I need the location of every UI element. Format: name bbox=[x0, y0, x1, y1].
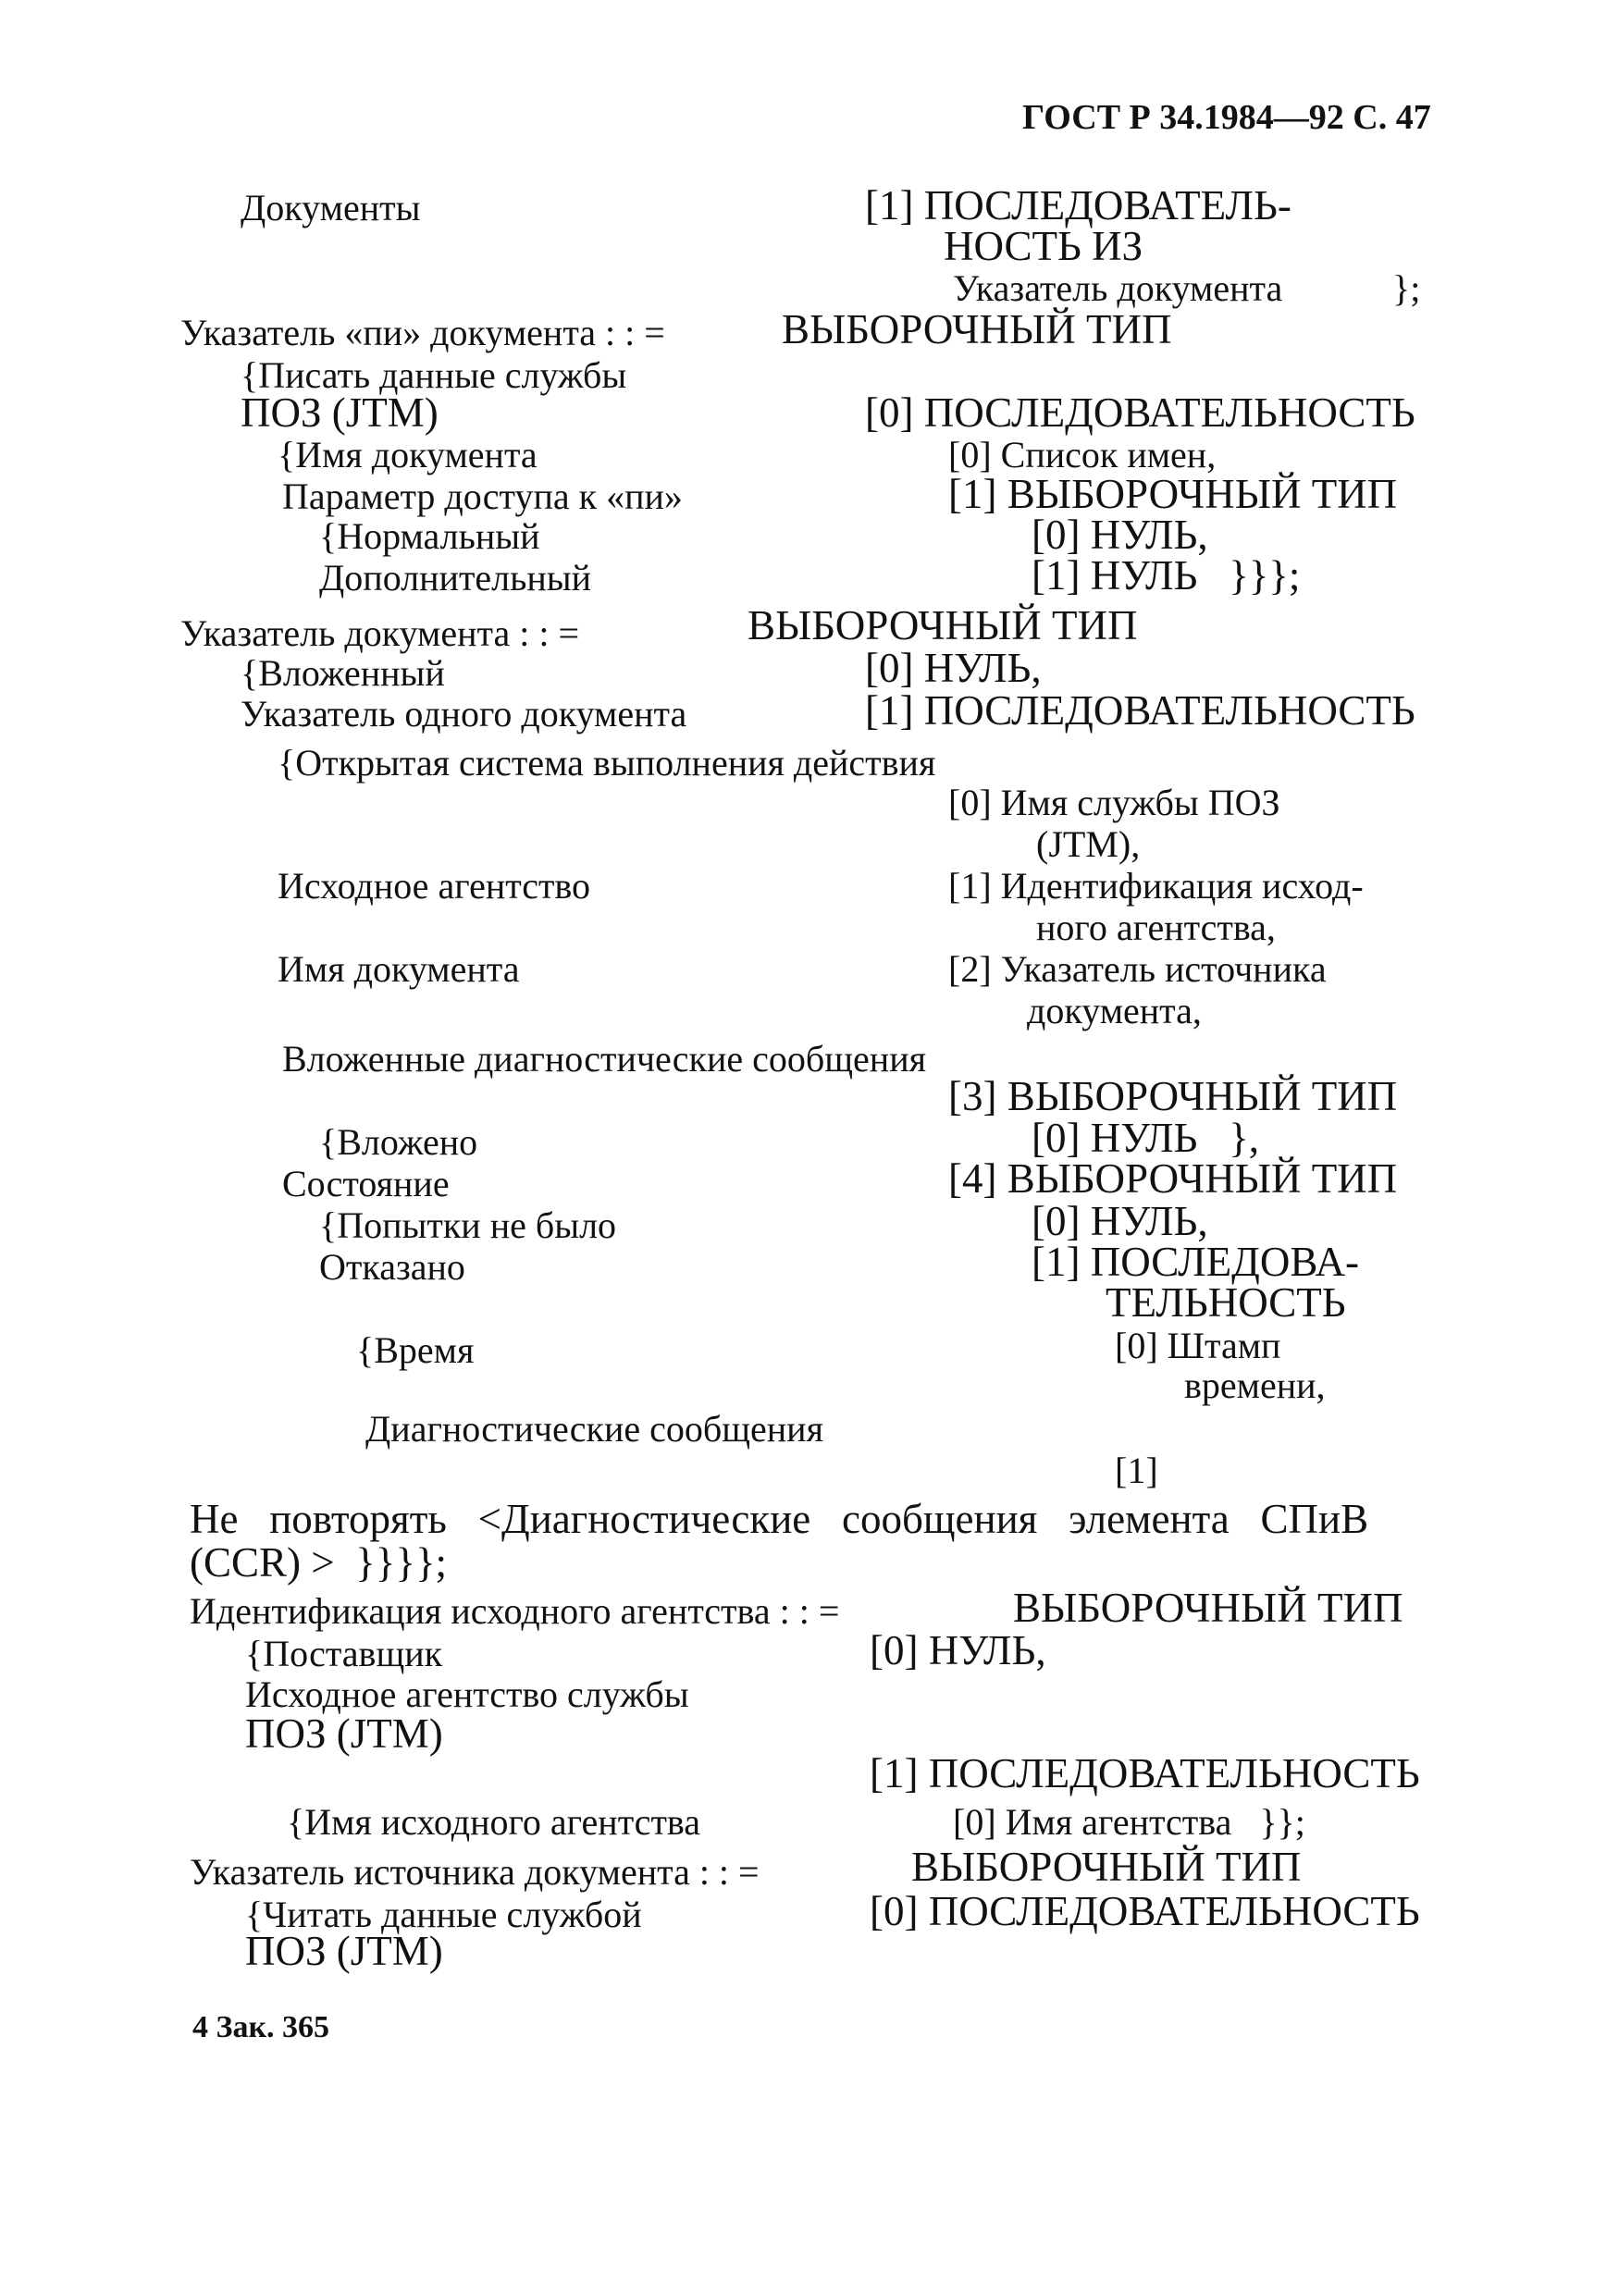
text-line: {Писать данные службы bbox=[241, 354, 627, 396]
text-line: [0] Список имен, bbox=[948, 434, 1217, 475]
page-footer: 4 Зак. 365 bbox=[192, 2010, 330, 2044]
text-line: НОСТЬ ИЗ bbox=[944, 223, 1143, 269]
text-line: [1] ВЫБОРОЧНЫЙ ТИП bbox=[948, 471, 1398, 517]
text-line: {Вложенный bbox=[241, 652, 445, 694]
text-line: Исходное агентство bbox=[278, 865, 591, 907]
text-line: [0] Имя службы ПОЗ bbox=[948, 782, 1280, 823]
text-line: (CCR) > }}}}; bbox=[190, 1539, 448, 1586]
text-line: времени, bbox=[1184, 1364, 1326, 1406]
text-line: {Поставщик bbox=[245, 1633, 443, 1674]
text-line: [1] НУЛЬ }}}; bbox=[1032, 552, 1301, 599]
text-line: ПОЗ (JTM) bbox=[241, 389, 439, 436]
text-line: Не повторять <Диагностические сообщения элемента СПиВ bbox=[190, 1496, 1369, 1542]
text-line: [0] НУЛЬ, bbox=[1032, 1198, 1208, 1244]
text-line: Указатель «пи» документа : : = bbox=[180, 312, 665, 353]
text-line: Вложенные диагностические сообщения bbox=[282, 1038, 926, 1080]
text-line: {Нормальный bbox=[319, 515, 540, 557]
text-line: {Имя исходного агентства bbox=[287, 1801, 701, 1843]
text-line: Диагностические сообщения bbox=[365, 1408, 823, 1450]
text-line: ВЫБОРОЧНЫЙ ТИП bbox=[1013, 1585, 1403, 1631]
text-line: {Вложено bbox=[319, 1121, 478, 1163]
text-line: {Читать данные службой bbox=[245, 1894, 642, 1935]
text-line: ВЫБОРОЧНЫЙ ТИП bbox=[782, 306, 1172, 352]
text-line: ного агентства, bbox=[1036, 907, 1276, 948]
text-line: Указатель одного документа bbox=[241, 693, 687, 734]
text-line: [0] НУЛЬ }, bbox=[1032, 1115, 1259, 1161]
text-line: Параметр доступа к «пи» bbox=[282, 475, 683, 517]
text-line: [0] Имя агентства }}; bbox=[953, 1801, 1305, 1843]
text-line: ТЕЛЬНОСТЬ bbox=[1106, 1279, 1346, 1326]
text-line: [4] ВЫБОРОЧНЫЙ ТИП bbox=[948, 1155, 1398, 1202]
text-line: [1] ПОСЛЕДОВАТЕЛЬ- bbox=[865, 182, 1291, 228]
text-line: {Попытки не было bbox=[319, 1204, 617, 1246]
text-line: [1] ПОСЛЕДОВАТЕЛЬНОСТЬ bbox=[870, 1750, 1420, 1796]
text-line: ВЫБОРОЧНЫЙ ТИП bbox=[911, 1844, 1302, 1890]
text-line: [0] ПОСЛЕДОВАТЕЛЬНОСТЬ bbox=[865, 389, 1415, 436]
text-line: Отказано bbox=[319, 1246, 465, 1288]
text-line: [0] НУЛЬ, bbox=[1032, 512, 1208, 558]
text-line: (JTM), bbox=[1036, 823, 1141, 865]
text-line: Дополнительный bbox=[319, 557, 592, 599]
text-line: Указатель документа : : = bbox=[180, 612, 580, 654]
text-line: Состояние bbox=[282, 1163, 450, 1204]
text-line: Документы bbox=[241, 187, 421, 228]
text-line: документа, bbox=[1027, 990, 1202, 1031]
text-line: Имя документа bbox=[278, 948, 520, 990]
text-line: Указатель источника документа : : = bbox=[190, 1851, 760, 1893]
text-line: {Имя документа bbox=[278, 434, 538, 475]
text-line: ВЫБОРОЧНЫЙ ТИП bbox=[748, 602, 1138, 648]
text-line: [0] Штамп bbox=[1115, 1325, 1281, 1366]
text-line: [1] ПОСЛЕДОВА- bbox=[1032, 1239, 1360, 1285]
text-line: {Открытая система выполнения действия bbox=[278, 742, 936, 784]
text-line: {Время bbox=[356, 1329, 475, 1371]
text-line: ПОЗ (JTM) bbox=[245, 1928, 443, 1974]
text-line: ПОЗ (JTM) bbox=[245, 1710, 443, 1757]
text-line: [3] ВЫБОРОЧНЫЙ ТИП bbox=[948, 1073, 1398, 1119]
text-line: [0] НУЛЬ, bbox=[870, 1627, 1046, 1673]
text-line: [1] ПОСЛЕДОВАТЕЛЬНОСТЬ bbox=[865, 687, 1415, 734]
text-line: Исходное агентство службы bbox=[245, 1673, 689, 1715]
text-line: [0] ПОСЛЕДОВАТЕЛЬНОСТЬ bbox=[870, 1888, 1420, 1934]
text-line: [0] НУЛЬ, bbox=[865, 645, 1042, 691]
page-header: ГОСТ Р 34.1984—92 С. 47 bbox=[1022, 98, 1431, 137]
text-line: [1] Идентификация исход- bbox=[948, 865, 1364, 907]
text-line: [2] Указатель источника bbox=[948, 948, 1327, 990]
text-line: Указатель документа bbox=[953, 267, 1283, 309]
text-line: }; bbox=[1392, 267, 1421, 309]
text-line: Идентификация исходного агентства : : = bbox=[190, 1590, 840, 1632]
text-line: [1] bbox=[1115, 1450, 1158, 1491]
